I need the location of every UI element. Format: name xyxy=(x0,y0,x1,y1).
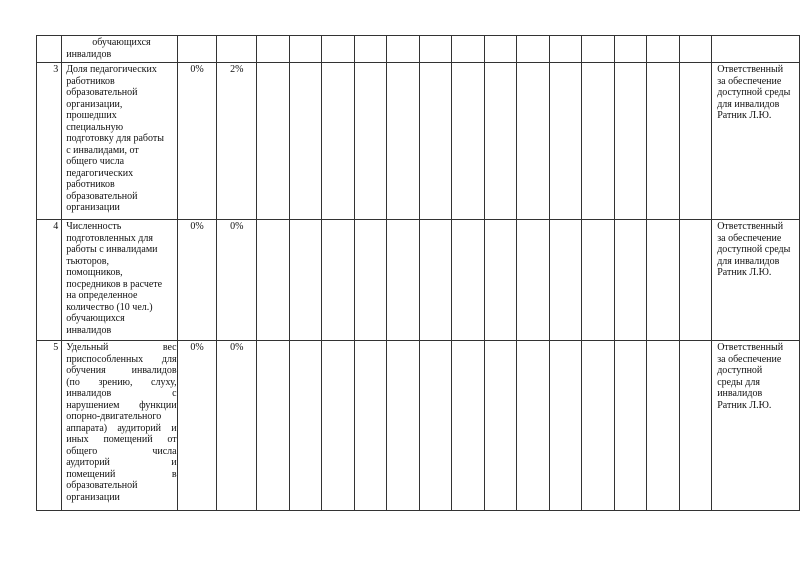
responsible-cell: Ответственный за обеспечение доступной среды для инвалидов Ратник Л.Ю. xyxy=(712,220,800,341)
table-row xyxy=(37,36,800,63)
indicator-name-cell: Доля педагогических работников образовательной организации, прошедших специальную подготовку для работы с инвалидами, от общего числа педагогических работников образовательной организации xyxy=(62,63,177,220)
indicator-name-cell: обучающихся инвалидов xyxy=(62,36,177,63)
responsible-cell: Ответственный за обеспечение доступной среды для инвалидов Ратник Л.Ю. xyxy=(712,341,800,511)
value-cell-2: 0% xyxy=(217,220,257,341)
value-cell-1: 0% xyxy=(177,220,217,341)
row-number-cell: 3 xyxy=(37,63,62,220)
table-row xyxy=(37,341,800,511)
value-cell-1 xyxy=(177,36,217,63)
value-cell-2 xyxy=(217,36,257,63)
value-cell-1: 0% xyxy=(177,341,217,511)
row-number-cell xyxy=(37,36,62,63)
row-number-cell: 5 xyxy=(37,341,62,511)
responsible-cell xyxy=(712,36,800,63)
indicators-table xyxy=(36,35,800,511)
table-row xyxy=(37,220,800,341)
indicator-name-cell: Удельный вес приспособленных для обучения инвалидов (по зрению, слуху, инвалидов с нарушением функции опорно-двигательного аппарата) аудиторий и иных помещений от общего числа аудиторий и помещений в образовательной организации xyxy=(62,341,177,511)
value-cell-1: 0% xyxy=(177,63,217,220)
table-row xyxy=(37,63,800,220)
row-number-cell: 4 xyxy=(37,220,62,341)
indicator-name-cell: Численность подготовленных для работы с инвалидами тьюторов, помощников, посредников в расчете на определенное количество (10 чел.) обучающихся инвалидов xyxy=(62,220,177,341)
value-cell-2: 0% xyxy=(217,341,257,511)
responsible-cell: Ответственный за обеспечение доступной среды для инвалидов Ратник Л.Ю. xyxy=(712,63,800,220)
value-cell-2: 2% xyxy=(217,63,257,220)
